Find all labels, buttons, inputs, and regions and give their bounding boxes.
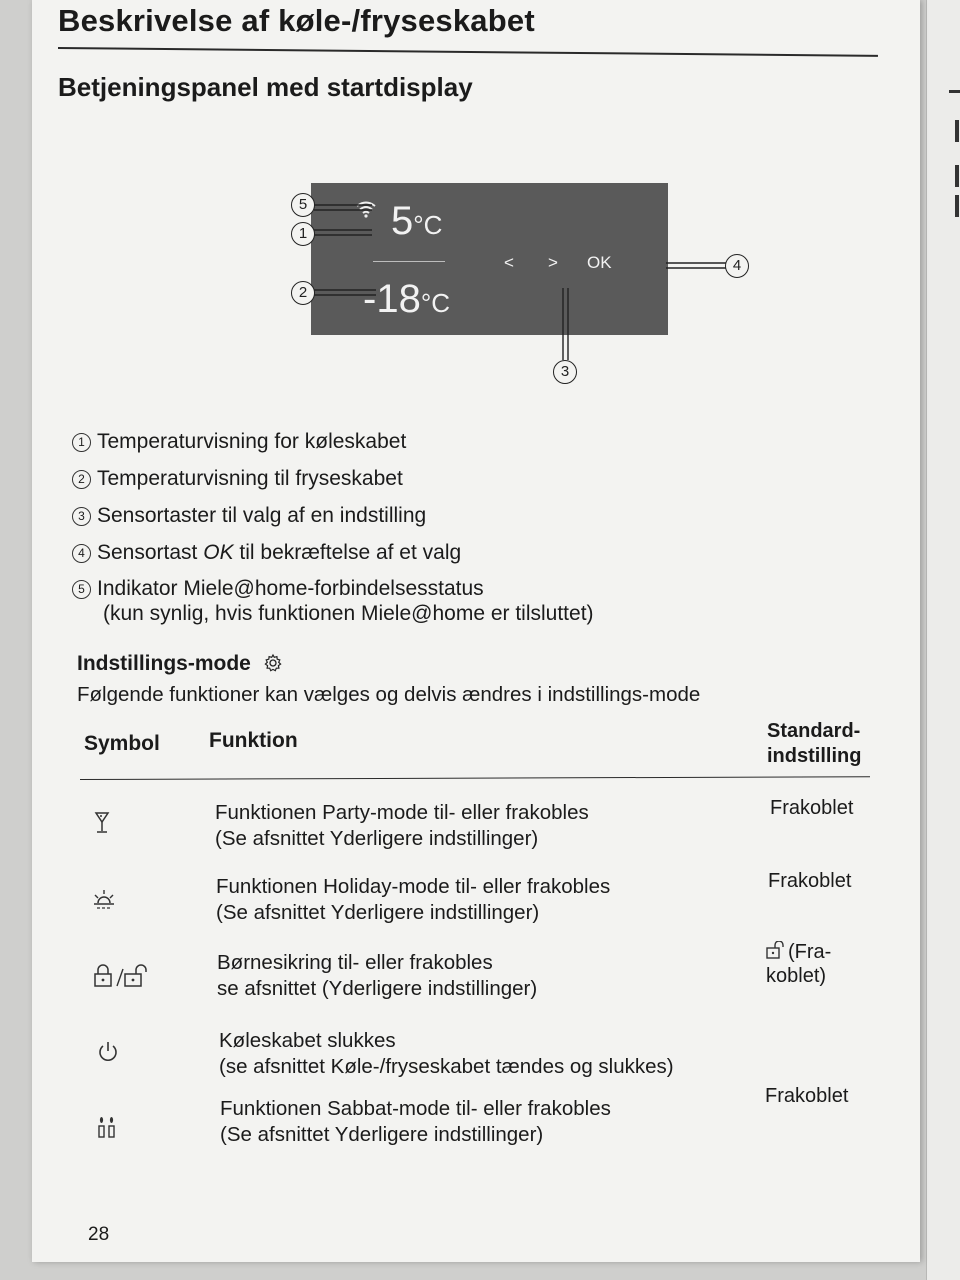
callout-3: 3: [553, 360, 577, 384]
table-row-3-function: Børnesikring til- eller frakobles se afsnittet (Yderligere indstillinger): [217, 951, 538, 1000]
legend-item-4: 4 Sensortast OK til bekræftelse af et valg: [72, 541, 461, 565]
wifi-icon: [355, 199, 377, 219]
party-glass-icon: [88, 810, 116, 836]
callout-4: 4: [725, 254, 749, 278]
table-row-1-default: Frakoblet: [770, 797, 854, 819]
nav-left-key[interactable]: <: [504, 253, 514, 272]
section-subtitle: Betjeningspanel med startdisplay: [58, 72, 473, 102]
freezer-temp-readout: -18°C: [363, 277, 450, 321]
power-icon: [94, 1038, 122, 1064]
holiday-sun-icon: [90, 887, 118, 913]
lock-unlock-icon: [92, 963, 154, 989]
ok-key[interactable]: OK: [587, 253, 612, 272]
callout-2: 2: [291, 281, 315, 305]
table-row-4-function: Køleskabet slukkes (se afsnittet Køle-/fryseskabet tændes og slukkes): [219, 1029, 674, 1078]
nav-right-key[interactable]: >: [548, 253, 558, 272]
gear-icon: [263, 653, 283, 673]
table-row-1-function: Funktionen Party-mode til- eller frakobles (Se afsnittet Yderligere indstillinger): [215, 801, 589, 850]
table-row-5-default: Frakoblet: [765, 1085, 849, 1107]
callout-1: 1: [291, 222, 315, 246]
legend-item-5: 5 Indikator Miele@home-forbindelsesstatus: [72, 577, 484, 601]
legend-item-3: 3 Sensortaster til valg af en indstilling: [72, 504, 426, 528]
settings-mode-heading: Indstillings-mode: [77, 652, 283, 676]
table-row-5-function: Funktionen Sabbat-mode til- eller frakobles (Se afsnittet Yderligere indstillinger): [220, 1097, 611, 1146]
next-page-edge: [926, 0, 960, 1280]
table-row-2-function: Funktionen Holiday-mode til- eller frakobles (Se afsnittet Yderligere indstillinger): [216, 875, 611, 924]
table-row-2-default: Frakoblet: [768, 870, 852, 892]
table-row-3-default: (Fra- koblet): [766, 941, 832, 987]
display-separator: [373, 261, 445, 262]
col-header-symbol: Symbol: [84, 732, 160, 755]
settings-intro-text: Følgende funktioner kan vælges og delvis ændres i indstillings-mode: [77, 683, 701, 706]
sabbath-candles-icon: [94, 1114, 122, 1140]
page-number: 28: [88, 1224, 110, 1245]
control-panel-display: [311, 183, 668, 335]
unlock-icon: [766, 941, 788, 959]
legend-item-5-note: (kun synlig, hvis funktionen Miele@home er tilsluttet): [103, 602, 594, 625]
fridge-temp-readout: 5°C: [391, 199, 443, 243]
col-header-function: Funktion: [209, 729, 298, 752]
col-header-default-1: Standard-: [767, 720, 861, 742]
page-title: Beskrivelse af køle-/fryseskabet: [58, 3, 535, 38]
callout-5: 5: [291, 193, 315, 217]
legend-item-2: 2 Temperaturvisning til fryseskabet: [72, 467, 403, 491]
col-header-default-2: indstilling: [767, 745, 862, 767]
legend-item-1: 1 Temperaturvisning for køleskabet: [72, 430, 406, 454]
